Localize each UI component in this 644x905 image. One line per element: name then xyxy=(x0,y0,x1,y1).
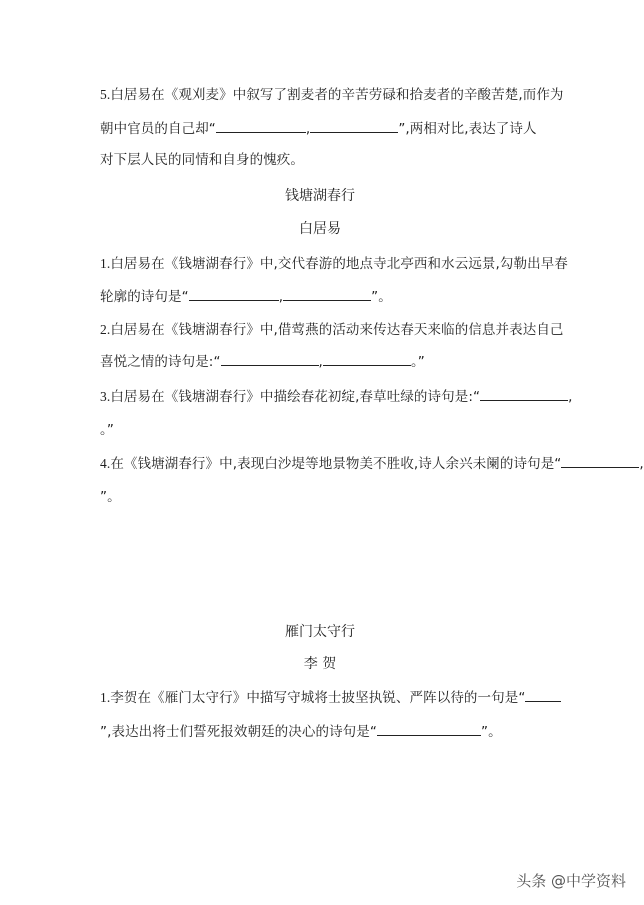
answer-blank[interactable] xyxy=(189,288,279,301)
answer-blank[interactable] xyxy=(216,120,306,133)
answer-blank[interactable] xyxy=(283,288,371,301)
answer-blank[interactable] xyxy=(480,388,568,401)
question-text: 白居易在《观刈麦》中叙写了割麦者的辛苦劳碌和拾麦者的辛酸苦楚,而作为 xyxy=(110,87,564,103)
question-text: ”。 xyxy=(371,289,392,305)
question-text: 在《钱塘湖春行》中,表现白沙堤等地景物美不胜收,诗人余兴未阑的诗句是“ xyxy=(110,456,562,472)
answer-blank[interactable] xyxy=(323,353,411,366)
question-5-line-2 xyxy=(100,120,537,138)
question-5-line-3 xyxy=(100,151,304,169)
answer-blank[interactable] xyxy=(525,689,561,702)
question-5-line-1 xyxy=(100,86,564,104)
question-text: 李贺在《雁门太守行》中描写守城将士披坚执锐、严阵以待的一句是“ xyxy=(110,690,526,706)
question-text: 喜悦之情的诗句是:“ xyxy=(100,354,221,370)
question-2-line-1 xyxy=(100,321,564,339)
question-4-line-2 xyxy=(100,488,121,506)
question-text: ”。 xyxy=(480,724,502,740)
answer-blank[interactable] xyxy=(377,723,481,736)
question-number: 1. xyxy=(100,256,111,271)
question-number: 4. xyxy=(100,456,111,471)
question-1-line-1 xyxy=(100,255,568,273)
question-text: 白居易在《钱塘湖春行》中,借莺燕的活动来传达春天来临的信息并表达自己 xyxy=(110,322,564,338)
answer-blank[interactable] xyxy=(310,120,398,133)
question-1-line-1 xyxy=(100,689,561,707)
question-text: ”。 xyxy=(100,489,121,505)
separator: , xyxy=(639,456,644,472)
separator: , xyxy=(568,389,573,405)
question-text: 白居易在《钱塘湖春行》中,交代春游的地点寺北亭西和水云远景,勾勒出早春 xyxy=(110,256,568,272)
watermark-text: 头条 @中学资料 xyxy=(516,872,626,890)
question-1-line-2 xyxy=(100,723,502,741)
poem-title: 雁门太守行 xyxy=(285,624,355,640)
question-2-line-2 xyxy=(100,353,425,371)
poem-author: 白居易 xyxy=(299,221,341,237)
separator: , xyxy=(278,289,284,305)
question-text: 。” xyxy=(100,422,114,438)
question-text: 轮廓的诗句是“ xyxy=(100,289,189,305)
poem-author: 李 贺 xyxy=(303,656,337,672)
question-text: 朝中官员的自己却“ xyxy=(100,121,216,137)
question-number: 1. xyxy=(100,690,111,705)
question-text: 对下层人民的同情和自身的愧疚。 xyxy=(100,152,304,168)
question-4-line-1 xyxy=(100,455,644,473)
question-number: 3. xyxy=(100,389,111,404)
question-text: ”,两相对比,表达了诗人 xyxy=(398,121,537,137)
question-number: 2. xyxy=(100,322,111,337)
separator: , xyxy=(305,121,311,137)
answer-blank[interactable] xyxy=(221,353,319,366)
poem-title: 钱塘湖春行 xyxy=(285,188,355,204)
question-1-line-2 xyxy=(100,288,392,306)
separator: , xyxy=(318,354,323,370)
question-text: ”,表达出将士们誓死报效朝廷的决心的诗句是“ xyxy=(100,724,377,740)
question-number: 5. xyxy=(100,87,111,102)
question-text: 。” xyxy=(410,354,425,370)
question-text: 白居易在《钱塘湖春行》中描绘春花初绽,春草吐绿的诗句是:“ xyxy=(110,389,481,405)
question-3-line-1 xyxy=(100,388,572,406)
question-3-line-2 xyxy=(100,421,114,439)
answer-blank[interactable] xyxy=(561,455,639,468)
